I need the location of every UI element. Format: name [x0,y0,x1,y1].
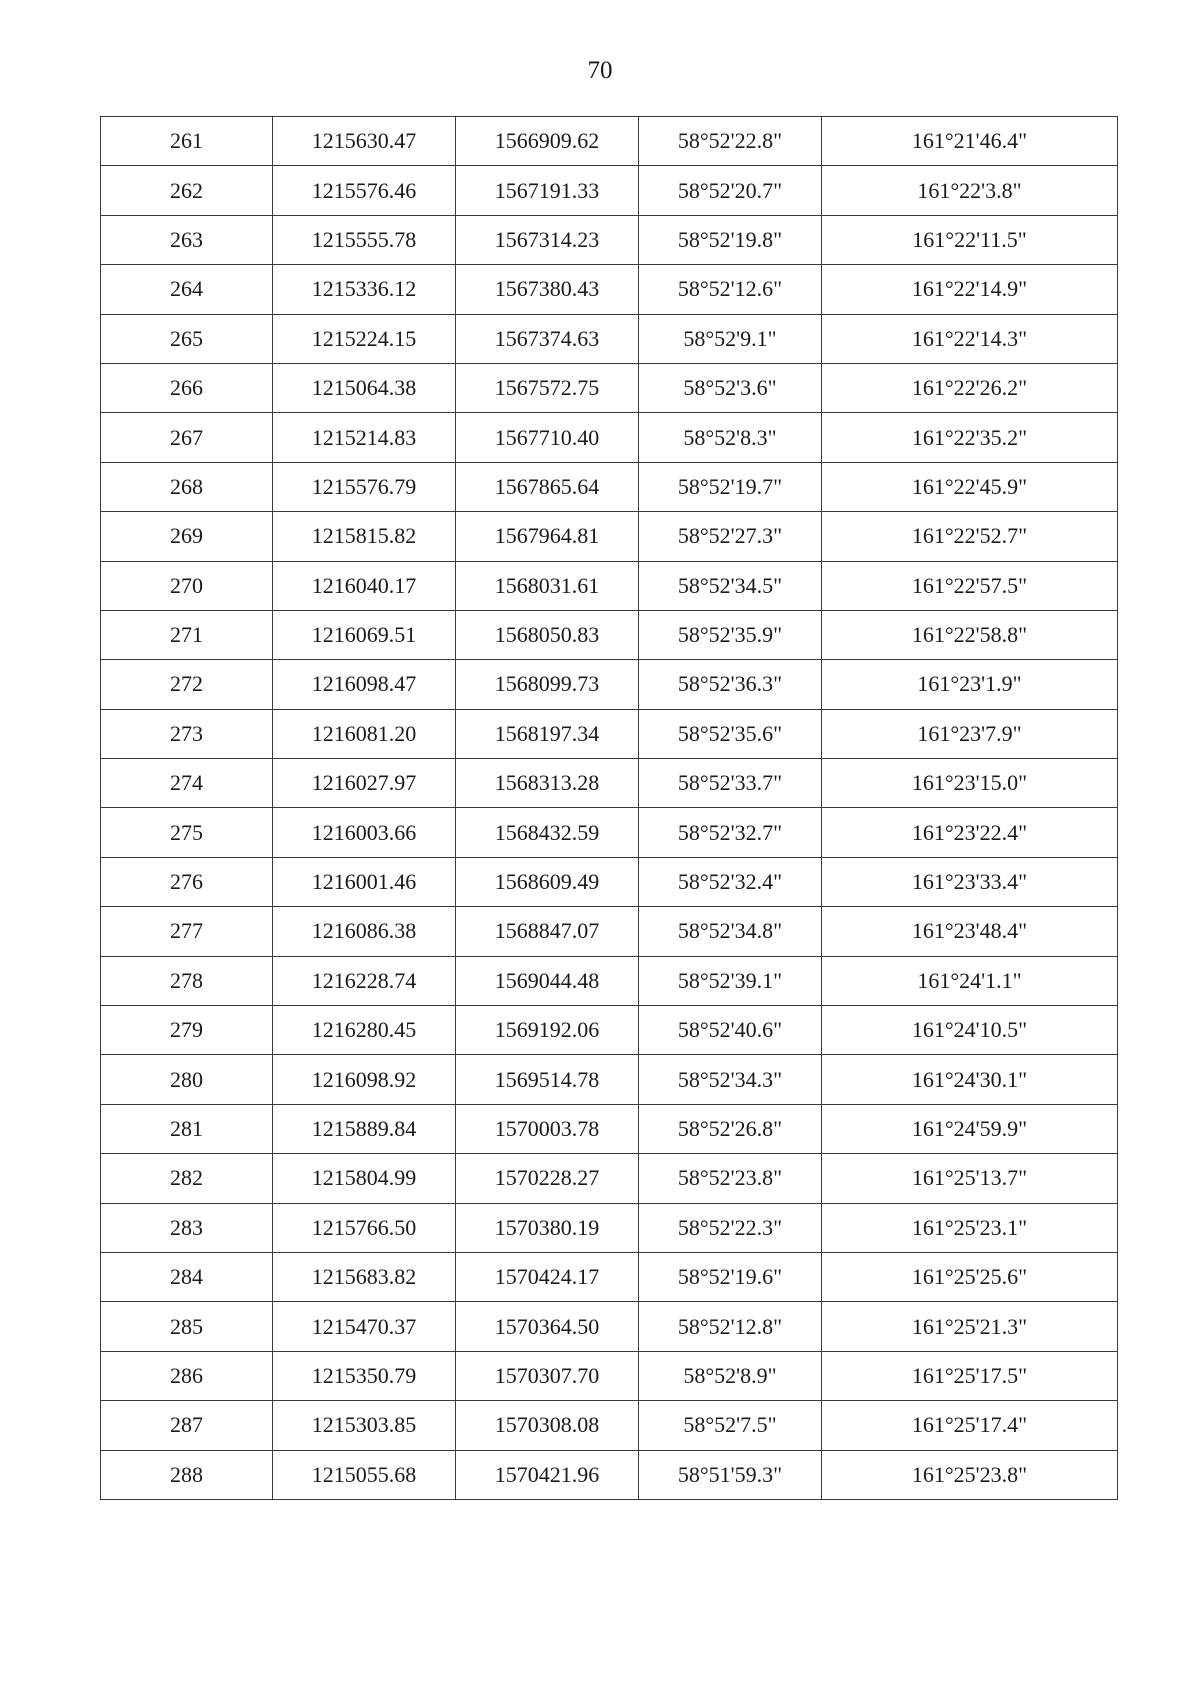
x-coordinate-cell: 1216003.66 [273,808,456,857]
table-row [101,314,1118,363]
x-coordinate-cell: 1216228.74 [273,956,456,1005]
table-row [101,1055,1118,1104]
latitude-cell: 58°52'12.8" [639,1302,822,1351]
longitude-cell: 161°22'11.5" [822,215,1118,264]
y-coordinate-cell: 1570424.17 [456,1252,639,1301]
longitude-cell: 161°25'13.7" [822,1154,1118,1203]
point-number-cell: 270 [101,561,273,610]
x-coordinate-cell: 1216098.92 [273,1055,456,1104]
point-number-cell: 265 [101,314,273,363]
y-coordinate-cell: 1567380.43 [456,265,639,314]
point-number-cell: 279 [101,1006,273,1055]
x-coordinate-cell: 1215576.79 [273,462,456,511]
point-number-cell: 276 [101,857,273,906]
longitude-cell: 161°22'26.2" [822,363,1118,412]
x-coordinate-cell: 1216086.38 [273,907,456,956]
table-row [101,1401,1118,1450]
longitude-cell: 161°25'23.1" [822,1203,1118,1252]
y-coordinate-cell: 1567865.64 [456,462,639,511]
latitude-cell: 58°52'35.9" [639,610,822,659]
latitude-cell: 58°52'20.7" [639,166,822,215]
y-coordinate-cell: 1568099.73 [456,660,639,709]
y-coordinate-cell: 1568432.59 [456,808,639,857]
point-number-cell: 281 [101,1104,273,1153]
point-number-cell: 277 [101,907,273,956]
point-number-cell: 283 [101,1203,273,1252]
table-row [101,363,1118,412]
latitude-cell: 58°52'19.6" [639,1252,822,1301]
x-coordinate-cell: 1215555.78 [273,215,456,264]
y-coordinate-cell: 1568609.49 [456,857,639,906]
latitude-cell: 58°52'8.9" [639,1351,822,1400]
table-row [101,956,1118,1005]
table-row [101,857,1118,906]
y-coordinate-cell: 1566909.62 [456,117,639,166]
latitude-cell: 58°52'7.5" [639,1401,822,1450]
longitude-cell: 161°25'21.3" [822,1302,1118,1351]
longitude-cell: 161°22'3.8" [822,166,1118,215]
page-number: 70 [587,57,613,84]
longitude-cell: 161°22'14.9" [822,265,1118,314]
x-coordinate-cell: 1215683.82 [273,1252,456,1301]
y-coordinate-cell: 1567374.63 [456,314,639,363]
latitude-cell: 58°52'12.6" [639,265,822,314]
table-row [101,413,1118,462]
x-coordinate-cell: 1215350.79 [273,1351,456,1400]
y-coordinate-cell: 1570003.78 [456,1104,639,1153]
y-coordinate-cell: 1570307.70 [456,1351,639,1400]
longitude-cell: 161°22'52.7" [822,512,1118,561]
table-row [101,117,1118,166]
latitude-cell: 58°52'40.6" [639,1006,822,1055]
longitude-cell: 161°22'14.3" [822,314,1118,363]
latitude-cell: 58°52'34.3" [639,1055,822,1104]
y-coordinate-cell: 1570421.96 [456,1450,639,1499]
y-coordinate-cell: 1570380.19 [456,1203,639,1252]
y-coordinate-cell: 1568313.28 [456,759,639,808]
latitude-cell: 58°52'32.4" [639,857,822,906]
latitude-cell: 58°52'3.6" [639,363,822,412]
x-coordinate-cell: 1216081.20 [273,709,456,758]
y-coordinate-cell: 1570308.08 [456,1401,639,1450]
table-row [101,265,1118,314]
longitude-cell: 161°23'22.4" [822,808,1118,857]
longitude-cell: 161°23'1.9" [822,660,1118,709]
x-coordinate-cell: 1215336.12 [273,265,456,314]
x-coordinate-cell: 1215303.85 [273,1401,456,1450]
y-coordinate-cell: 1569044.48 [456,956,639,1005]
longitude-cell: 161°22'58.8" [822,610,1118,659]
table-row [101,759,1118,808]
x-coordinate-cell: 1216040.17 [273,561,456,610]
point-number-cell: 287 [101,1401,273,1450]
longitude-cell: 161°24'30.1" [822,1055,1118,1104]
x-coordinate-cell: 1215224.15 [273,314,456,363]
x-coordinate-cell: 1215630.47 [273,117,456,166]
longitude-cell: 161°25'17.5" [822,1351,1118,1400]
y-coordinate-cell: 1568197.34 [456,709,639,758]
latitude-cell: 58°52'36.3" [639,660,822,709]
table-row [101,1154,1118,1203]
y-coordinate-cell: 1569514.78 [456,1055,639,1104]
latitude-cell: 58°52'22.3" [639,1203,822,1252]
latitude-cell: 58°52'19.8" [639,215,822,264]
point-number-cell: 272 [101,660,273,709]
longitude-cell: 161°24'59.9" [822,1104,1118,1153]
latitude-cell: 58°52'34.8" [639,907,822,956]
table-row [101,561,1118,610]
y-coordinate-cell: 1569192.06 [456,1006,639,1055]
longitude-cell: 161°22'35.2" [822,413,1118,462]
x-coordinate-cell: 1216069.51 [273,610,456,659]
y-coordinate-cell: 1570364.50 [456,1302,639,1351]
table-row [101,1104,1118,1153]
x-coordinate-cell: 1215766.50 [273,1203,456,1252]
latitude-cell: 58°52'39.1" [639,956,822,1005]
longitude-cell: 161°24'10.5" [822,1006,1118,1055]
x-coordinate-cell: 1215804.99 [273,1154,456,1203]
longitude-cell: 161°23'48.4" [822,907,1118,956]
y-coordinate-cell: 1567710.40 [456,413,639,462]
table-row [101,1203,1118,1252]
y-coordinate-cell: 1570228.27 [456,1154,639,1203]
latitude-cell: 58°52'34.5" [639,561,822,610]
longitude-cell: 161°23'15.0" [822,759,1118,808]
x-coordinate-cell: 1215214.83 [273,413,456,462]
table-row [101,1252,1118,1301]
point-number-cell: 269 [101,512,273,561]
latitude-cell: 58°52'9.1" [639,314,822,363]
table-row [101,462,1118,511]
point-number-cell: 268 [101,462,273,511]
x-coordinate-cell: 1216001.46 [273,857,456,906]
x-coordinate-cell: 1215064.38 [273,363,456,412]
coordinates-table-body [101,117,1118,1500]
longitude-cell: 161°25'23.8" [822,1450,1118,1499]
latitude-cell: 58°52'32.7" [639,808,822,857]
longitude-cell: 161°21'46.4" [822,117,1118,166]
table-row [101,1351,1118,1400]
x-coordinate-cell: 1215815.82 [273,512,456,561]
longitude-cell: 161°24'1.1" [822,956,1118,1005]
table-row [101,660,1118,709]
point-number-cell: 285 [101,1302,273,1351]
x-coordinate-cell: 1215470.37 [273,1302,456,1351]
point-number-cell: 282 [101,1154,273,1203]
latitude-cell: 58°52'19.7" [639,462,822,511]
longitude-cell: 161°22'45.9" [822,462,1118,511]
table-row [101,166,1118,215]
table-row [101,215,1118,264]
x-coordinate-cell: 1216098.47 [273,660,456,709]
x-coordinate-cell: 1216280.45 [273,1006,456,1055]
table-row [101,610,1118,659]
y-coordinate-cell: 1567572.75 [456,363,639,412]
latitude-cell: 58°52'8.3" [639,413,822,462]
point-number-cell: 271 [101,610,273,659]
latitude-cell: 58°52'23.8" [639,1154,822,1203]
longitude-cell: 161°25'17.4" [822,1401,1118,1450]
longitude-cell: 161°23'33.4" [822,857,1118,906]
table-row [101,1450,1118,1499]
point-number-cell: 267 [101,413,273,462]
point-number-cell: 274 [101,759,273,808]
point-number-cell: 261 [101,117,273,166]
table-row [101,709,1118,758]
y-coordinate-cell: 1567191.33 [456,166,639,215]
table-row [101,512,1118,561]
latitude-cell: 58°51'59.3" [639,1450,822,1499]
latitude-cell: 58°52'33.7" [639,759,822,808]
table-row [101,1302,1118,1351]
y-coordinate-cell: 1568050.83 [456,610,639,659]
coordinates-table [100,116,1118,1500]
latitude-cell: 58°52'26.8" [639,1104,822,1153]
table-row [101,808,1118,857]
latitude-cell: 58°52'35.6" [639,709,822,758]
latitude-cell: 58°52'27.3" [639,512,822,561]
point-number-cell: 284 [101,1252,273,1301]
longitude-cell: 161°25'25.6" [822,1252,1118,1301]
latitude-cell: 58°52'22.8" [639,117,822,166]
point-number-cell: 275 [101,808,273,857]
longitude-cell: 161°22'57.5" [822,561,1118,610]
y-coordinate-cell: 1567964.81 [456,512,639,561]
point-number-cell: 280 [101,1055,273,1104]
table-row [101,907,1118,956]
longitude-cell: 161°23'7.9" [822,709,1118,758]
point-number-cell: 273 [101,709,273,758]
point-number-cell: 264 [101,265,273,314]
x-coordinate-cell: 1215889.84 [273,1104,456,1153]
point-number-cell: 288 [101,1450,273,1499]
y-coordinate-cell: 1567314.23 [456,215,639,264]
point-number-cell: 266 [101,363,273,412]
x-coordinate-cell: 1215055.68 [273,1450,456,1499]
point-number-cell: 263 [101,215,273,264]
point-number-cell: 262 [101,166,273,215]
point-number-cell: 286 [101,1351,273,1400]
y-coordinate-cell: 1568031.61 [456,561,639,610]
point-number-cell: 278 [101,956,273,1005]
table-row [101,1006,1118,1055]
x-coordinate-cell: 1215576.46 [273,166,456,215]
x-coordinate-cell: 1216027.97 [273,759,456,808]
y-coordinate-cell: 1568847.07 [456,907,639,956]
